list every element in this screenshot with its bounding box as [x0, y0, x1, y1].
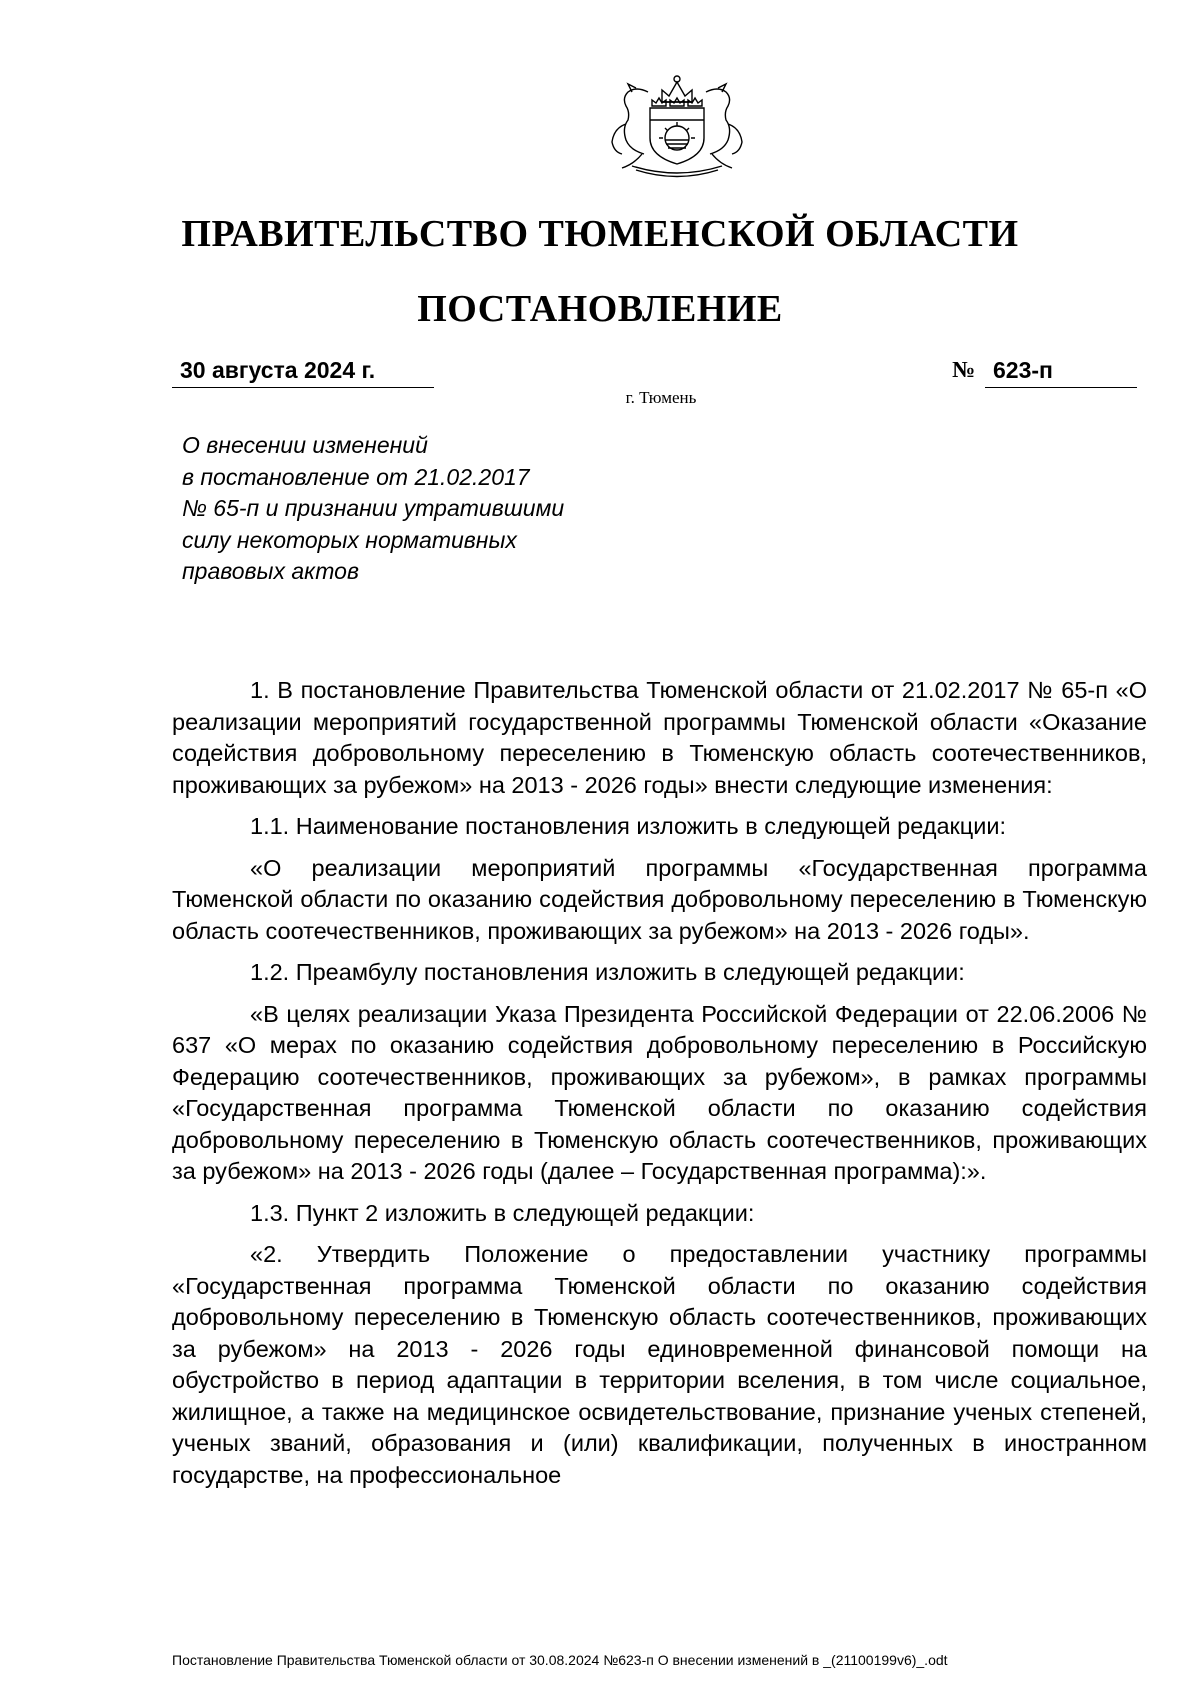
body-paragraph: «В целях реализации Указа Президента Российской Федерации от 22.06.2006 № 637 «О мерах по оказанию содействия добровольному переселению в Российскую Федерацию соотечественников, проживающих за рубежом», в рамках программы «Государственная программа Тюменской области по оказанию содействия добровольному переселению в Тюменскую область соотечественников, проживающих за рубежом» на 2013 - 2026 годы (далее – Государственная программа):». — [172, 1000, 1147, 1184]
subject-line: правовых актов — [182, 558, 359, 584]
page-footer: Постановление Правительства Тюменской области от 30.08.2024 №623-п О внесении изменений в _(21100199v6)_.odt — [172, 1652, 948, 1668]
body-paragraph: 1.1. Наименование постановления изложить в следующей редакции: — [250, 813, 1007, 839]
subject-line: О внесении изменений — [182, 432, 428, 458]
document-number-label: № — [952, 357, 976, 382]
document-subject — [182, 430, 652, 588]
subject-line: № 65-п и признании утратившими — [182, 495, 565, 521]
body-paragraph: 1.3. Пункт 2 изложить в следующей редакции: — [250, 1199, 755, 1226]
document-number: 623-п — [985, 357, 1137, 388]
document-body — [172, 675, 1147, 1501]
body-paragraph: 1.2. Преамбулу постановления изложить в следующей редакции: — [250, 959, 965, 985]
document-type-heading: ПОСТАНОВЛЕНИЕ — [417, 288, 783, 330]
document-city: г. Тюмень — [625, 388, 697, 407]
subject-line: силу некоторых нормативных — [182, 526, 517, 553]
body-paragraph: «2. Утвердить Положение о предоставлении участнику программы «Государственная программа Тюменской области по оказанию содействия добровольному переселению в Тюменскую область соотечественников, проживающих за рубежом» на 2013 - 2026 годы единовременной финансовой помощи на обустройство в период адаптации в территории вселения, в том числе социальное, жилищное, а также на медицинское освидетельствование, признание ученых степеней, ученых званий, образования и (или) квалификации, полученных в иностранном государстве, на профессиональное — [172, 1241, 1147, 1488]
organization-title: ПРАВИТЕЛЬСТВО ТЮМЕНСКОЙ ОБЛАСТИ — [181, 213, 1019, 255]
tyumen-oblast-coat-of-arms-icon — [592, 68, 762, 180]
subject-line: в постановление от 21.02.2017 — [182, 463, 530, 490]
body-paragraph: 1. В постановление Правительства Тюменской области от 21.02.2017 № 65-п «О реализации мероприятий государственной программы Тюменской области «Оказание содействия добровольному переселению в Тюменскую область соотечественников, проживающих за рубежом» на 2013 - 2026 годы» внести следующие изменения: — [172, 677, 1147, 798]
document-date: 30 августа 2024 г. — [172, 357, 434, 388]
body-paragraph: «О реализации мероприятий программы «Государственная программа Тюменской области по оказанию содействия добровольному переселению в Тюменскую область соотечественников, проживающих за рубежом» на 2013 - 2026 годы». — [172, 854, 1147, 944]
